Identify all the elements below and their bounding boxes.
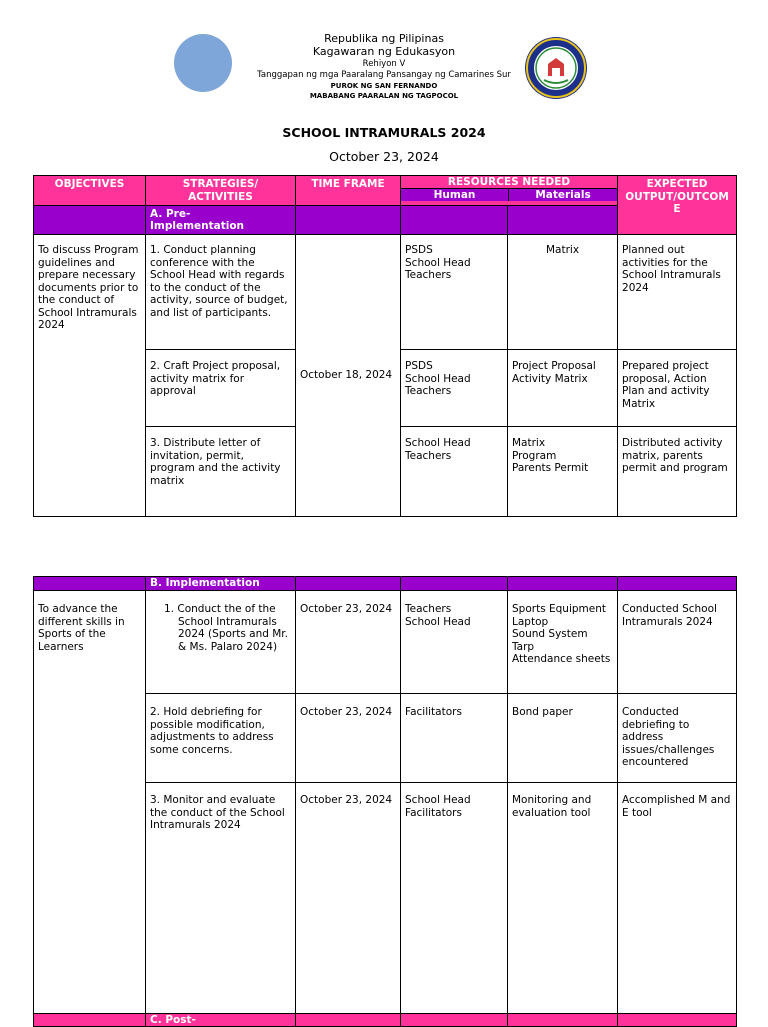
header-expected-output: EXPECTED OUTPUT/OUTCOM E — [618, 176, 737, 235]
header-department: Kagawaran ng Edukasyon — [312, 45, 456, 58]
section-pre-implementation: A. Pre- Implementation — [146, 206, 296, 235]
strategy-impl-2: 2. Hold debriefing for possible modification, adjustments to address some concerns. — [146, 694, 296, 783]
materials-impl-3: Monitoring and evaluation tool — [508, 783, 618, 1014]
plan-table-implementation — [33, 576, 737, 1027]
header-republic: Republika ng Pilipinas — [324, 32, 444, 45]
strategy-impl-3: 3. Monitor and evaluate the conduct of the School Intramurals 2024 — [146, 783, 296, 1014]
objective-pre: To discuss Program guidelines and prepare necessary documents prior to the conduct of School Intramurals 2024 — [34, 235, 146, 517]
time-frame-pre: October 18, 2024 — [296, 235, 401, 517]
header-school: MABABANG PAARALAN NG TAGPOCOL — [309, 92, 459, 100]
materials-pre-2: Project Proposal Activity Matrix — [508, 350, 618, 427]
output-pre-3: Distributed activity matrix, parents permit and program — [618, 427, 737, 517]
header-human: Human — [401, 189, 508, 201]
strategy-impl-1: 1. Conduct the of the School Intramurals 2024 (Sports and Mr. & Ms. Palaro 2024) — [164, 603, 288, 653]
output-impl-1: Conducted School Intramurals 2024 — [618, 591, 737, 694]
materials-pre-3: Matrix Program Parents Permit — [508, 427, 618, 517]
header-time-frame: TIME FRAME — [296, 176, 401, 206]
output-impl-2: Conducted debriefing to address issues/challenges encountered — [618, 694, 737, 783]
section-implementation: B. Implementation — [146, 577, 296, 591]
human-impl-1: Teachers School Head — [401, 591, 508, 694]
header-office: Tanggapan ng mga Paaralang Pansangay ng Camarines Sur — [257, 70, 511, 80]
objective-implementation: To advance the different skills in Sports of the Learners — [34, 591, 146, 1014]
materials-pre-1: Matrix — [508, 235, 618, 350]
strategy-pre-3: 3. Distribute letter of invitation, permit, program and the activity matrix — [146, 427, 296, 517]
header-objectives: OBJECTIVES — [34, 176, 146, 206]
human-pre-3: School Head Teachers — [401, 427, 508, 517]
output-pre-2: Prepared project proposal, Action Plan and activity Matrix — [618, 350, 737, 427]
human-impl-3: School Head Facilitators — [401, 783, 508, 1014]
document-title: SCHOOL INTRAMURALS 2024 — [282, 125, 486, 140]
human-pre-1: PSDS School Head Teachers — [401, 235, 508, 350]
document-date: October 23, 2024 — [329, 149, 439, 164]
time-frame-impl-2: October 23, 2024 — [296, 694, 401, 783]
header-district: PUROK NG SAN FERNANDO — [330, 82, 438, 90]
section-post-implementation: C. Post- — [146, 1014, 296, 1027]
output-impl-3: Accomplished M and E tool — [618, 783, 737, 1014]
strategy-pre-1: 1. Conduct planning conference with the School Head with regards to the conduct of the activity, source of budget, and list of participants. — [146, 235, 296, 350]
header-region: Rehiyon V — [362, 59, 406, 69]
plan-table-pre-implementation — [33, 175, 737, 517]
materials-impl-1: Sports Equipment Laptop Sound System Tarp Attendance sheets — [508, 591, 618, 694]
header-strategies: STRATEGIES/ ACTIVITIES — [146, 176, 296, 206]
human-pre-2: PSDS School Head Teachers — [401, 350, 508, 427]
materials-impl-2: Bond paper — [508, 694, 618, 783]
header-materials: Materials — [508, 189, 617, 201]
header-resources-needed: RESOURCES NEEDED — [401, 176, 617, 189]
time-frame-impl-1: October 23, 2024 — [296, 591, 401, 694]
time-frame-impl-3: October 23, 2024 — [296, 783, 401, 1014]
output-pre-1: Planned out activities for the School Intramurals 2024 — [618, 235, 737, 350]
human-impl-2: Facilitators — [401, 694, 508, 783]
strategy-pre-2: 2. Craft Project proposal, activity matrix for approval — [146, 350, 296, 427]
